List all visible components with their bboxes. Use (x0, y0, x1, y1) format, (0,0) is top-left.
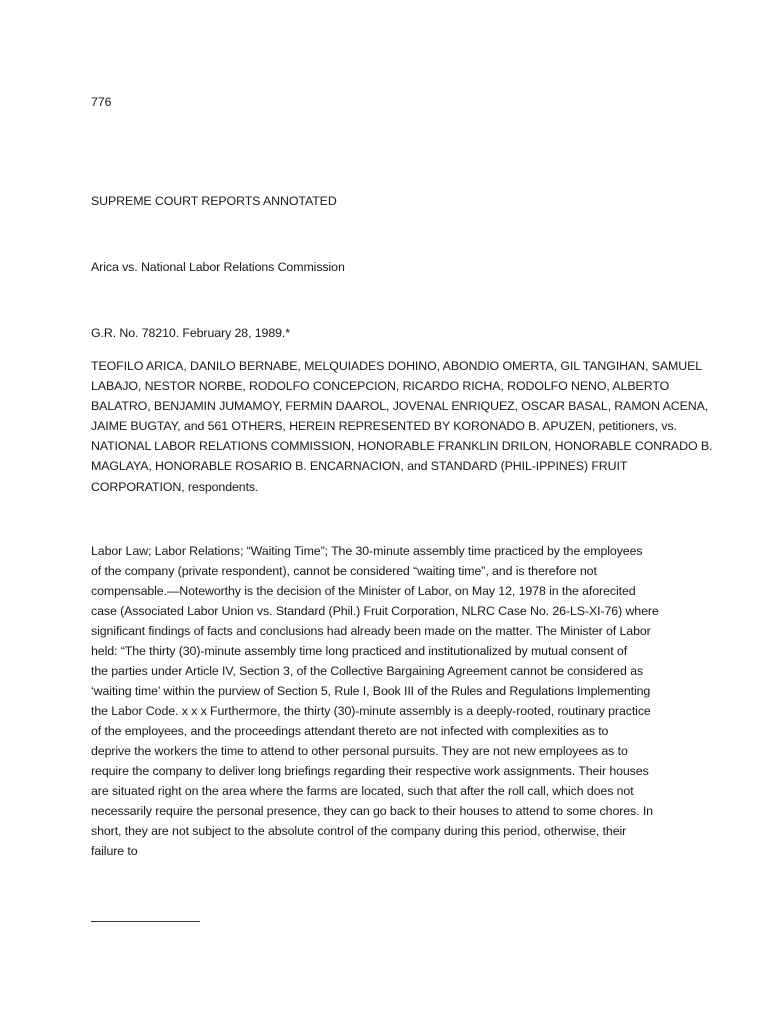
syllabus-line: of the employees, and the proceedings attendant thereto are not infected with complexities as to (91, 724, 609, 738)
footnote-divider (91, 921, 200, 922)
parties-line: JAIME BUGTAY, and 561 OTHERS, HEREIN REPRESENTED BY KORONADO B. APUZEN, petitioners, vs. (91, 419, 677, 434)
syllabus-line: ‘waiting time’ within the purview of Section 5, Rule I, Book III of the Rules and Regulations Implementing (91, 684, 651, 698)
syllabus-line: significant findings of facts and conclusions had already been made on the matter. The Minister of Labor (91, 624, 651, 638)
syllabus-line: short, they are not subject to the absolute control of the company during this period, otherwise, their (91, 824, 627, 838)
syllabus-line: the parties under Article IV, Section 3, of the Collective Bargaining Agreement cannot be considered as (91, 664, 643, 678)
syllabus-line: are situated right on the area where the farms are located, such that after the roll call, which does not (91, 784, 634, 798)
parties-paragraph (91, 356, 713, 497)
syllabus-line: the Labor Code. x x x Furthermore, the thirty (30)-minute assembly is a deeply-rooted, routinary practice (91, 704, 651, 718)
syllabus-line: of the company (private respondent), cannot be considered “waiting time”, and is therefore not (91, 564, 597, 578)
reporter-heading: SUPREME COURT REPORTS ANNOTATED (91, 194, 337, 208)
syllabus-line: require the company to deliver long briefings regarding their respective work assignments. Their houses (91, 764, 649, 778)
parties-line: MAGLAYA, HONORABLE ROSARIO B. ENCARNACION, and STANDARD (PHIL-IPPINES) FRUIT (91, 459, 628, 474)
parties-line: BALATRO, BENJAMIN JUMAMOY, FERMIN DAAROL, JOVENAL ENRIQUEZ, OSCAR BASAL, RAMON ACENA, (91, 399, 709, 414)
parties-line: LABAJO, NESTOR NORBE, RODOLFO CONCEPCION, RICARDO RICHA, RODOLFO NENO, ALBERTO (91, 379, 670, 394)
syllabus-line: necessarily require the personal presence, they can go back to their houses to attend to some chores. In (91, 804, 653, 818)
syllabus-line: case (Associated Labor Union vs. Standard (Phil.) Fruit Corporation, NLRC Case No. 26-LS-XI-76) where (91, 604, 659, 618)
syllabus-line: compensable.—Noteworthy is the decision of the Minister of Labor, on May 12, 1978 in the aforecited (91, 584, 636, 598)
parties-line: TEOFILO ARICA, DANILO BERNABE, MELQUIADES DOHINO, ABONDIO OMERTA, GIL TANGIHAN, SAMUEL (91, 359, 703, 373)
syllabus-line: deprive the workers the time to attend to other personal pursuits. They are not new employees as to (91, 744, 628, 758)
parties-line: NATIONAL LABOR RELATIONS COMMISSION, HONORABLE FRANKLIN DRILON, HONORABLE CONRADO B. (91, 439, 713, 454)
gr-number-date: G.R. No. 78210. February 28, 1989.* (91, 326, 290, 340)
syllabus-line: failure to (91, 844, 138, 858)
case-title: Arica vs. National Labor Relations Commission (91, 260, 345, 274)
syllabus-line: held: “The thirty (30)-minute assembly time long practiced and institutionalized by mutual consent of (91, 644, 628, 658)
page-number: 776 (91, 95, 112, 109)
syllabus-paragraph (91, 541, 691, 861)
parties-line: CORPORATION, respondents. (91, 479, 259, 494)
syllabus-line: Labor Law; Labor Relations; “Waiting Time”; The 30-minute assembly time practiced by the employees (91, 544, 643, 558)
